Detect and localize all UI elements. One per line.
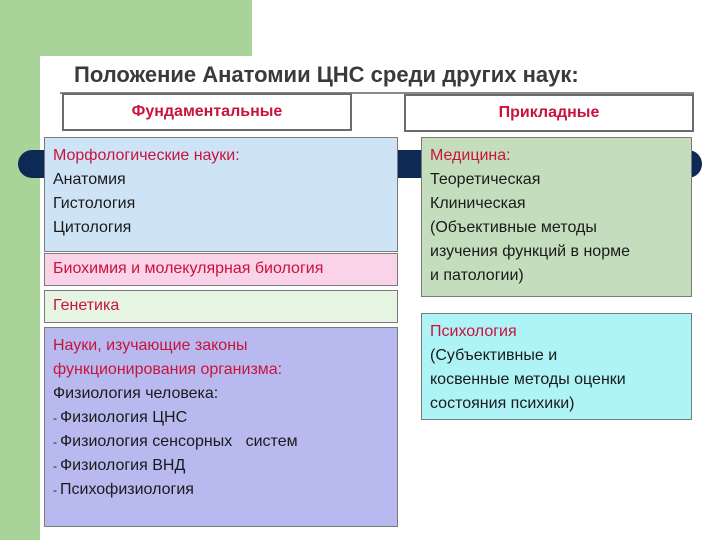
box-medicine	[421, 137, 692, 297]
box-biochemistry	[44, 253, 398, 286]
nauki-item-text: Психофизиология	[60, 481, 194, 498]
nauki-item	[53, 406, 389, 430]
psychology-line: косвенные методы оценки	[430, 371, 626, 388]
box-genetics	[44, 290, 398, 323]
box-morphological	[44, 137, 398, 252]
nauki-item	[53, 430, 389, 454]
psychology-heading: Психология	[430, 323, 517, 340]
dash-icon: -	[53, 459, 57, 473]
medicine-line: Теоретическая	[430, 171, 541, 188]
dash-icon: -	[53, 483, 57, 497]
dash-icon: -	[53, 435, 57, 449]
morph-heading: Морфологические науки:	[53, 147, 240, 164]
nauki-item	[53, 454, 389, 478]
nauki-item-text: Физиология ВНД	[60, 457, 186, 474]
nauki-item-text: Физиология ЦНС	[60, 409, 188, 426]
left-green-strip	[0, 0, 40, 540]
morph-item: Анатомия	[53, 171, 126, 188]
psychology-line: (Субъективные и	[430, 347, 558, 364]
nauki-item	[53, 478, 389, 502]
nauki-heading-2: функционирования организма:	[53, 361, 283, 378]
nauki-heading-1: Науки, изучающие законы	[53, 337, 248, 354]
biochem-label: Биохимия и молекулярная биология	[53, 260, 324, 277]
header-applied: Прикладные	[404, 94, 694, 132]
box-psychology	[421, 313, 692, 420]
nauki-sub: Физиология человека:	[53, 385, 219, 402]
medicine-line: и патологии)	[430, 267, 524, 284]
medicine-line: (Объективные методы	[430, 219, 597, 236]
morph-item: Цитология	[53, 219, 132, 236]
medicine-heading: Медицина:	[430, 147, 511, 164]
box-functional-sciences	[44, 327, 398, 527]
dash-icon: -	[53, 411, 57, 425]
slide-title: Положение Анатомии ЦНС среди других наук:	[74, 62, 579, 87]
nauki-item-text: Физиология сенсорных систем	[60, 433, 298, 450]
header-fundamental: Фундаментальные	[62, 93, 352, 131]
morph-item: Гистология	[53, 195, 136, 212]
psychology-line: состояния психики)	[430, 395, 575, 412]
medicine-line: изучения функций в норме	[430, 243, 630, 260]
medicine-line: Клиническая	[430, 195, 526, 212]
top-green-band	[40, 0, 252, 56]
genetics-label: Генетика	[53, 297, 120, 314]
